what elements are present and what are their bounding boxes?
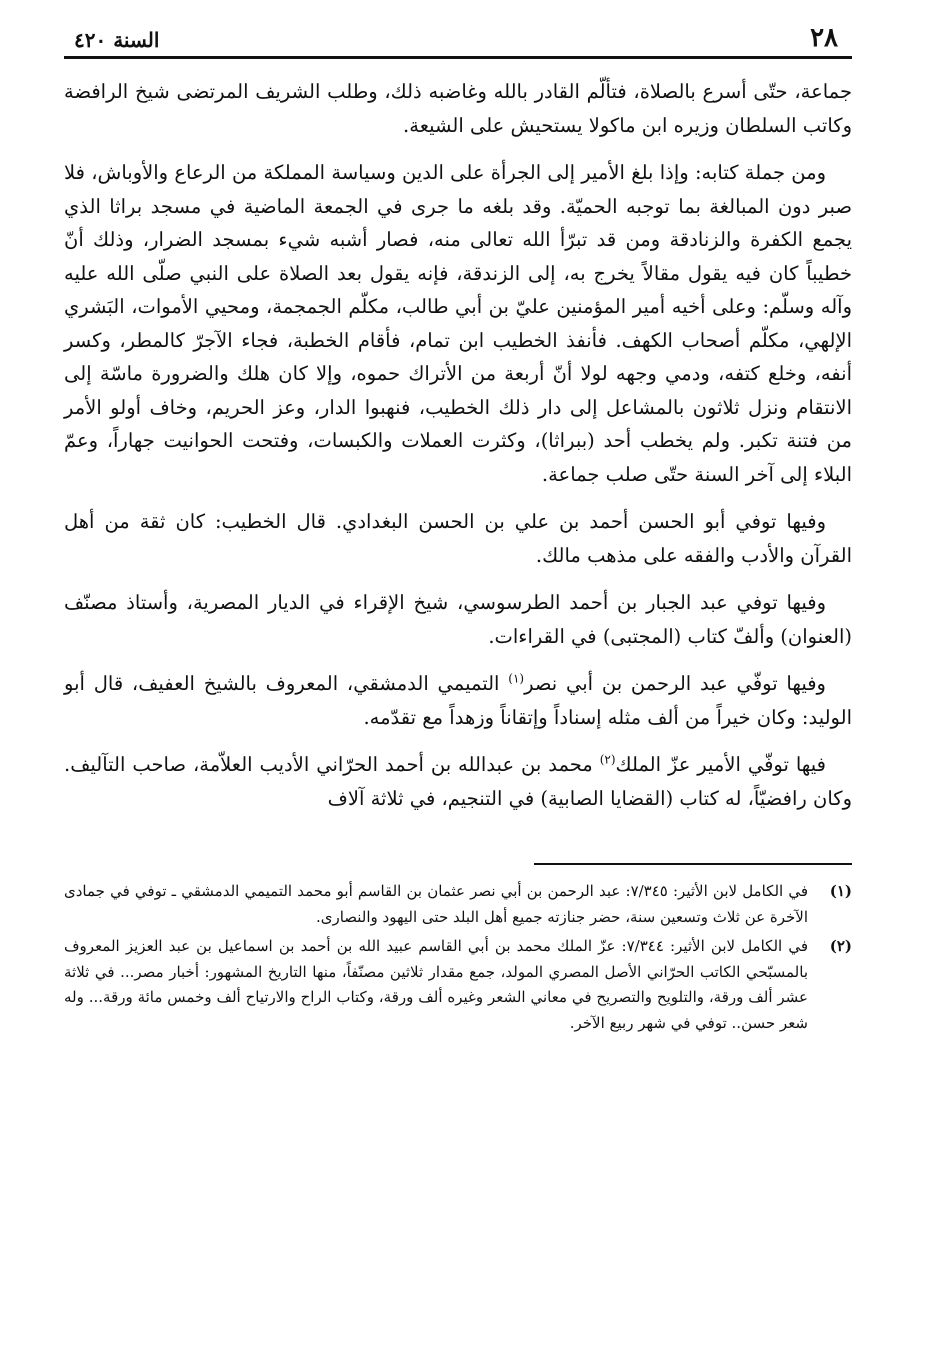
page-number: ٢٨ (810, 23, 838, 53)
paragraph (64, 667, 852, 734)
paragraph: جماعة، حتّى أسرع بالصلاة، فتألّم القادر بالله وغاضبه ذلك، وطلب الشريف المرتضى شيخ الرافضة وكاتب السلطان وزيره ابن ماكولا يستحيش على الشيعة. (64, 80, 852, 137)
footnote-separator-wrap (64, 829, 852, 865)
paragraph-text: وفيها توفّي عبد الرحمن بن أبي نصر (524, 672, 826, 695)
footnote-number: (١) (829, 882, 852, 900)
footnote (64, 934, 852, 1036)
running-title: السنة ٤٢٠ (74, 28, 160, 52)
paragraph: وفيها توفي أبو الحسن أحمد بن علي بن الحسن البغدادي. قال الخطيب: كان ثقة من أهل القرآن والأدب والفقه على مذهب مالك. (64, 510, 852, 567)
paragraph: وفيها توفي عبد الجبار بن أحمد الطرسوسي، شيخ الإقراء في الديار المصرية، وأستاذ مصنّف (العنوان) وألفّ كتاب (المجتبى) في القراءات. (64, 591, 852, 648)
main-text (64, 75, 852, 815)
paragraph-text: محمد بن عبدالله بن أحمد الحرّاني الأديب العلاّمة، صاحب التآليف. وكان رافضيّاً، له كتاب (القضايا الصابية) في التنجيم، في ثلاثة آلاف (64, 753, 852, 810)
paragraph-text: التميمي الدمشقي، المعروف بالشيخ العفيف، قال أبو الوليد: وكان خيراً من ألف مثله إسناداً وإتقاناً وزهداً مع تقدّمه. (64, 672, 852, 729)
footnote-reference[interactable]: (١) (508, 671, 525, 686)
footnote-separator (534, 863, 852, 865)
footnote-text: في الكامل لابن الأثير: ٧/٣٤٥: عبد الرحمن بن أبي نصر عثمان بن القاسم أبو محمد التميمي الدمشقي ـ توفي في جمادى الآخرة عن ثلاث وتسعين سنة، حضر جنازته جميع أهل البلد حتى اليهود والنصارى. (64, 882, 809, 926)
footnotes (64, 879, 852, 1036)
footnote (64, 879, 852, 930)
footnote-reference[interactable]: (٢) (599, 752, 616, 767)
paragraph: ومن جملة كتابه: وإذا بلغ الأمير إلى الجرأة على الدين وسياسة المملكة من الرعاع والأوباش، فلا صبر دون المبالغة بما توجبه الحميّة. وقد بلغه ما جرى في الجمعة الماضية في مسجد براثا الذي يجمع الكفرة والزنادقة ومن قد تبرّأ الله تعالى منه، فصار أشبه شيء بمسجد الضرار، وذلك أنّ خطيباً كان فيه يقول مقالاً يخرج به، إلى الزندقة، فإنه يقول بعد الصلاة على النبي صلّى الله عليه وآله وسلّم: وعلى أخيه أمير المؤمنين عليّ بن أبي طالب، مكلّم الجمجمة، ومحيي الأموات، البَشري الإلهي، مكلّم أصحاب الكهف. فأنفذ الخطيب ابن تمام، فأقام الخطبة، فجاء الآجرّ كالمطر، وكسر أنفه، وخلع كتفه، ودمي وجهه لولا أنّ أربعة من الأتراك حموه، وإلا كان هلك والضرورة ماسّة إلى الانتقام ونزل ثلاثون بالمشاعل إلى دار ذلك الخطيب، فنهبوا الدار، وعز الحريم، وخاف أولو الأمر من فتنة تكبر. ولم يخطب أحد (ببراثا)، وكثرت العملات والكبسات، وفتحت الحوانيت جهاراً، وعمّ البلاء إلى آخر السنة حتّى صلب جماعة. (64, 161, 852, 486)
footnote-number: (٢) (829, 937, 852, 955)
page-header (64, 22, 852, 59)
footnote-text: في الكامل لابن الأثير: ٧/٣٤٤: عزّ الملك محمد بن أبي القاسم عبيد الله بن أحمد بن اسماعيل بن عبد العزيز المعروف بالمسبّحي الكاتب الحرّاني الأصل المصري المولد، جمع مقدار ثلاثين مصنّفاً، منها التاريخ المشهور: أخبار مصر... في ثلاثة عشر ألف ورقة، والتلويح والتصريح في معاني الشعر وغيره ألف ورقة، وكتاب الراح والارتياح ألف وخمس مائة ورقة... وله شعر حسن.. توفي في شهر ربيع الآخر. (64, 937, 808, 1032)
document-page (64, 22, 852, 1342)
paragraph-text: فيها توفّي الأمير عزّ الملك (615, 753, 826, 776)
paragraph (64, 748, 852, 815)
